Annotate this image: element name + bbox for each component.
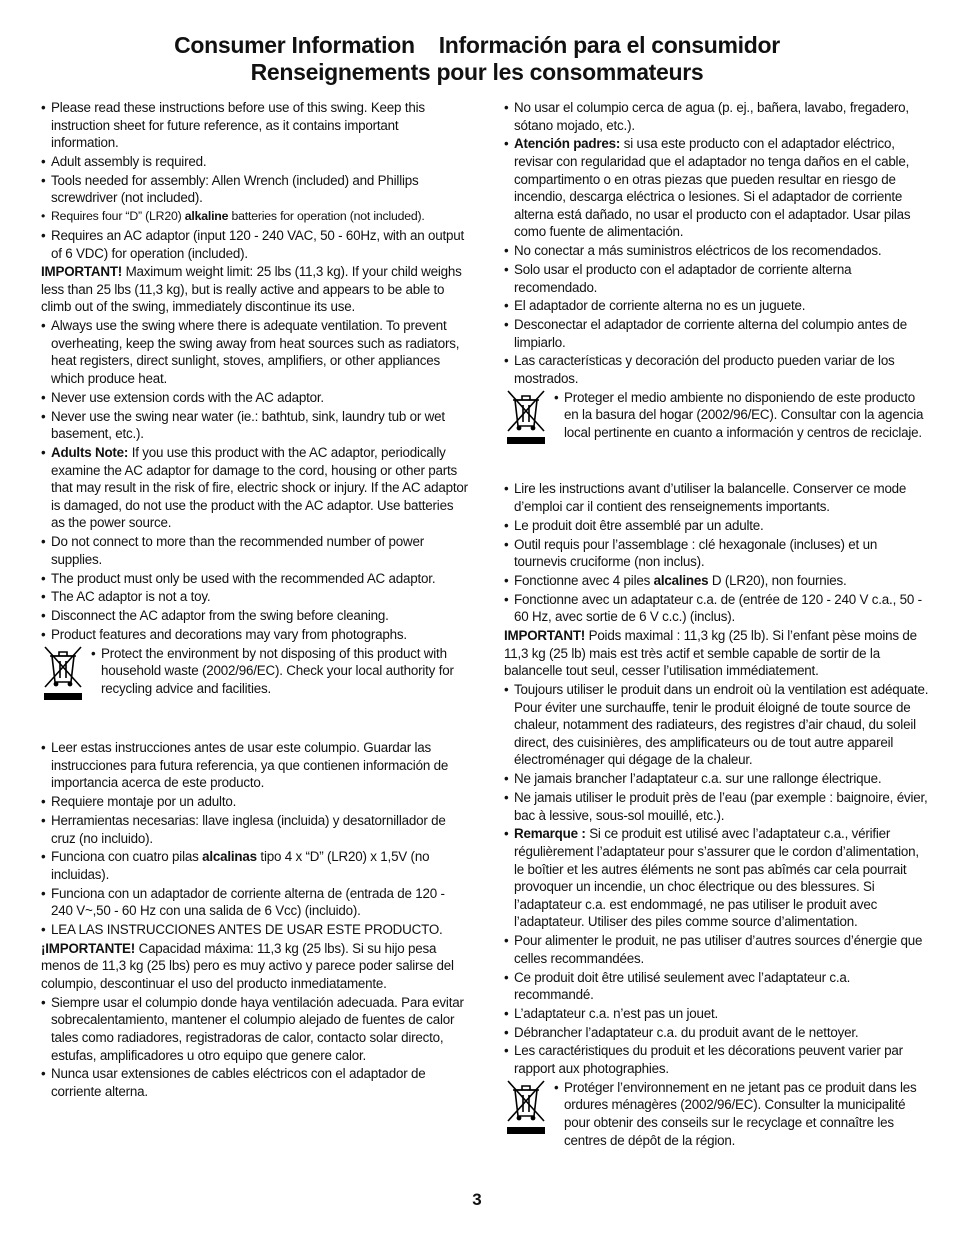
en-bullet-tools: • Tools needed for assembly: Allen Wrench (included) and Phillips screwdriver (not included).: [41, 172, 469, 207]
fr-important-label: IMPORTANT!: [504, 628, 586, 644]
fr-batteries-keyword: alcalines: [653, 572, 709, 588]
en-important-paragraph: [41, 263, 469, 316]
en-bullet-power-supplies: • Do not connect to more than the recommended number of power supplies.: [41, 533, 469, 568]
page-header: [0, 32, 954, 86]
es-important-text: Capacidad máxima: 11,3 kg (25 lbs). Si su hijo pesa menos de 11,3 kg (25 lbs) pero es muy activo y parece poder salirse del columpio, descontinuar el uso del producto inmediatamente.: [41, 940, 454, 992]
fr-bullet-batteries: [504, 572, 930, 590]
es-batteries-keyword: alcalinas: [202, 849, 257, 865]
en-bullet-ac-adaptor: • Requires an AC adaptor (input 120 - 240 VAC, 50 - 60Hz, with an output of 6 VDC) for operation (included).: [41, 227, 469, 262]
fr-bullet-read-instructions: • Lire les instructions avant d’utiliser la balancelle. Conserver ce mode d’emploi car il contient des renseignements importants.: [504, 480, 930, 515]
title-french: Renseignements pour les consommateurs: [250, 59, 704, 85]
fr-batteries-text: Fonctionne avec 4 piles: [514, 572, 654, 588]
weee-bin-icon: [504, 1079, 554, 1140]
fr-bullet-tools: • Outil requis pour l’assemblage : clé hexagonale (incluses) et un tournevis cruciforme (non inclus).: [504, 536, 930, 571]
es-bullet-ventilation: • Siempre usar el columpio donde haya ventilación adecuada. Para evitar sobrecalentamiento, mantener el columpio alejado de fuentes de calor tales como radiadores, registradoras de calor, contacto solar directo, estufas, amplificadores u otro equipo que genere calor.: [41, 994, 469, 1064]
en-adults-note-label: Adults Note:: [51, 444, 129, 460]
en-bullet-not-a-toy: • The AC adaptor is not a toy.: [41, 588, 469, 606]
en-adults-note-text: If you use this product with the AC adaptor, periodically examine the AC adaptor for damage to the cord, housing or other parts that may result in the risk of fire, electric shock or injury. If the AC adaptor is damaged, do not use the product with the AC adaptor. Use batteries as the power source.: [51, 444, 468, 531]
right-column: [504, 99, 930, 1151]
en-batteries-text: Requires four “D” (LR20): [51, 209, 185, 224]
en-important-label: IMPORTANT!: [41, 264, 123, 280]
left-column: [41, 99, 469, 1102]
es-batteries-text-end: tipo 4 x “D” (LR20) x 1,5V (no incluidas).: [51, 849, 430, 882]
en-bullet-water: • Never use the swing near water (ie.: bathtub, sink, laundry tub or wet basement, etc.).: [41, 408, 469, 443]
fr-bullet-power-sources: • Pour alimenter le produit, ne pas utiliser d’autres sources d’énergie que celles recommandées.: [504, 932, 930, 967]
es-bullet-parents-note: [504, 135, 930, 241]
fr-bullet-recommended-adaptor: • Ce produit doit être utilisé seulement avec l’adaptateur c.a. recommandé.: [504, 969, 930, 1004]
en-bullet-disconnect: • Disconnect the AC adaptor from the swing before cleaning.: [41, 607, 469, 625]
fr-batteries-text-end: D (LR20), non fournies.: [708, 572, 847, 588]
es-batteries-text: Funciona con cuatro pilas: [51, 849, 203, 865]
en-bullet-adult-assembly: • Adult assembly is required.: [41, 153, 469, 171]
fr-bullet-water: • Ne jamais utiliser le produit près de l’eau (par exemple : baignoire, évier, bac à lessive, sous-sol mouillé, etc.).: [504, 789, 930, 824]
title-english: Consumer Information: [174, 32, 415, 58]
es-bullet-features-vary: • Las características y decoración del producto pueden variar de los mostrados.: [504, 352, 930, 387]
es-recycle-text: • Proteger el medio ambiente no disponiendo de este producto en la basura del hogar (2002/96/EC). Consultar con la agencia local pertinente en cuanto a información y centros de reciclaje.: [554, 389, 930, 442]
fr-important-text: Poids maximal : 11,3 kg (25 lb). Si l’enfant pèse moins de 11,3 kg (25 lb) mais est très actif et semble capable de sortir de la balancelle tout seul, cesser l’utilisation immédiatement.: [504, 628, 917, 679]
es-important-label: ¡IMPORTANTE!: [41, 940, 136, 956]
fr-bullet-not-a-toy: • L’adaptateur c.a. n’est pas un jouet.: [504, 1005, 930, 1023]
fr-remark-label: Remarque :: [514, 826, 586, 842]
french-section: [504, 480, 930, 1150]
es-bullet-ac-adaptor: • Funciona con un adaptador de corriente alterna de (entrada de 120 - 240 V~,50 - 60 Hz con una salida de 6 Vcc) (incluido).: [41, 885, 469, 920]
page-number: 3: [472, 1190, 482, 1209]
weee-bin-icon: [504, 389, 554, 450]
en-important-text: Maximum weight limit: 25 lbs (11,3 kg). If your child weighs less than 25 lbs (11,3 kg), but is really active and appears to be able to climb out of the swing, immediately discontinue its use.: [41, 264, 462, 315]
en-recycle-notice: [41, 645, 469, 706]
en-bullet-recommended-adaptor: • The product must only be used with the recommended AC adaptor.: [41, 570, 469, 588]
es-bullet-water: • No usar el columpio cerca de agua (p. ej., bañera, lavabo, fregadero, sótano mojado, etc.).: [504, 99, 930, 134]
en-batteries-keyword: alkaline: [184, 209, 229, 224]
es-parents-note-text: si usa este producto con el adaptador eléctrico, revisar con regularidad que el adaptador no tenga daños en el cable, compartimento o en otras piezas que pueden resultar en riesgo de incendio, descarga eléctrica o lesiones. Si el adaptador de corriente alterna está dañado, no usar el producto con el adaptador. Usar pilas como fuente de alimentación.: [514, 136, 911, 240]
title-spanish: Información para el consumidor: [438, 32, 780, 58]
header-line-1: [0, 32, 954, 59]
fr-recycle-notice: [504, 1079, 930, 1151]
fr-remark-text: Si ce produit est utilisé avec l’adaptateur c.a., vérifier régulièrement l’adaptateur pour s’assurer que le cordon d’alimentation, le boîtier et les autres éléments ne sont pas abîmés car cela pourrait provoquer un incendie, un choc électrique ou des blessures. Si l’adaptateur c.a. est endommagé, ne pas utiliser le produit avec l’adaptateur. Utiliser des piles comme source d’alimentation.: [514, 826, 919, 930]
es-bullet-batteries: [41, 848, 469, 883]
es-recycle-notice: [504, 389, 930, 450]
en-batteries-text-end: batteries for operation (not included).: [228, 209, 425, 224]
es-bullet-not-a-toy: • El adaptador de corriente alterna no es un juguete.: [504, 297, 930, 315]
es-bullet-power-supplies: • No conectar a más suministros eléctricos de los recomendados.: [504, 242, 930, 260]
en-bullet-batteries: [41, 208, 469, 226]
weee-bin-icon: [41, 645, 91, 706]
es-parents-note-label: Atención padres:: [514, 136, 621, 152]
fr-bullet-features-vary: • Les caractéristiques du produit et les décorations peuvent varier par rapport aux photographies.: [504, 1042, 930, 1077]
fr-bullet-extension-cord: • Ne jamais brancher l’adaptateur c.a. sur une rallonge électrique.: [504, 770, 930, 788]
fr-recycle-text: • Protéger l’environnement en ne jetant pas ce produit dans les ordures ménagères (2002/96/EC). Consulter la municipalité pour obtenir des conseils sur le recyclage et connaître les centres de dépôt de la région.: [554, 1079, 930, 1149]
es-important-paragraph: [41, 940, 469, 993]
fr-bullet-remark: [504, 825, 930, 931]
es-bullet-adult-assembly: • Requiere montaje por un adulto.: [41, 793, 469, 811]
es-bullet-read-instructions: • Leer estas instrucciones antes de usar este columpio. Guardar las instrucciones para futura referencia, ya que contienen información de importancia acerca de este producto.: [41, 739, 469, 792]
es-bullet-tools: • Herramientas necesarias: llave inglesa (incluida) y desatornillador de cruz (no incluido).: [41, 812, 469, 847]
spanish-section-part-1: [41, 739, 469, 1100]
en-bullet-adults-note: [41, 444, 469, 532]
fr-bullet-ac-adaptor: • Fonctionne avec un adaptateur c.a. de (entrée de 120 - 240 V c.a., 50 - 60 Hz, avec sortie de 6 V c.c.) (inclus).: [504, 591, 930, 626]
fr-bullet-adult-assembly: • Le produit doit être assemblé par un adulte.: [504, 517, 930, 535]
es-bullet-extension-cords: • Nunca usar extensiones de cables eléctricos con el adaptador de corriente alterna.: [41, 1065, 469, 1100]
fr-bullet-ventilation: • Toujours utiliser le produit dans un endroit où la ventilation est adéquate. Pour éviter une surchauffe, tenir le produit éloigné de toute source de chaleur, notamment des radiateurs, des registres d’air chaud, du soleil direct, des cuisinières, des amplificateurs ou de tout autre appareil électroménager qui dégage de la chaleur.: [504, 681, 930, 769]
fr-bullet-disconnect: • Débrancher l’adaptateur c.a. du produit avant de le nettoyer.: [504, 1024, 930, 1042]
en-bullet-features-vary: • Product features and decorations may vary from photographs.: [41, 626, 469, 644]
fr-important-paragraph: [504, 627, 930, 680]
en-bullet-extension-cords: • Never use extension cords with the AC adaptor.: [41, 389, 469, 407]
en-bullet-read-instructions: • Please read these instructions before use of this swing. Keep this instruction sheet for future reference, as it contains important information.: [41, 99, 469, 152]
en-recycle-text: • Protect the environment by not disposing of this product with household waste (2002/96/EC). Check your local authority for recycling advice and facilities.: [91, 645, 469, 698]
es-bullet-disconnect: • Desconectar el adaptador de corriente alterna del columpio antes de limpiarlo.: [504, 316, 930, 351]
english-section: [41, 99, 469, 705]
en-bullet-ventilation: • Always use the swing where there is adequate ventilation. To prevent overheating, keep the swing away from heat sources such as radiators, heat registers, direct sunlight, stoves, amplifiers, or other appliances which produce heat.: [41, 317, 469, 387]
es-bullet-read-before-use: • LEA LAS INSTRUCCIONES ANTES DE USAR ESTE PRODUCTO.: [41, 921, 469, 939]
es-bullet-recommended-adaptor: • Solo usar el producto con el adaptador de corriente alterna recomendado.: [504, 261, 930, 296]
spanish-section-part-2: [504, 99, 930, 449]
